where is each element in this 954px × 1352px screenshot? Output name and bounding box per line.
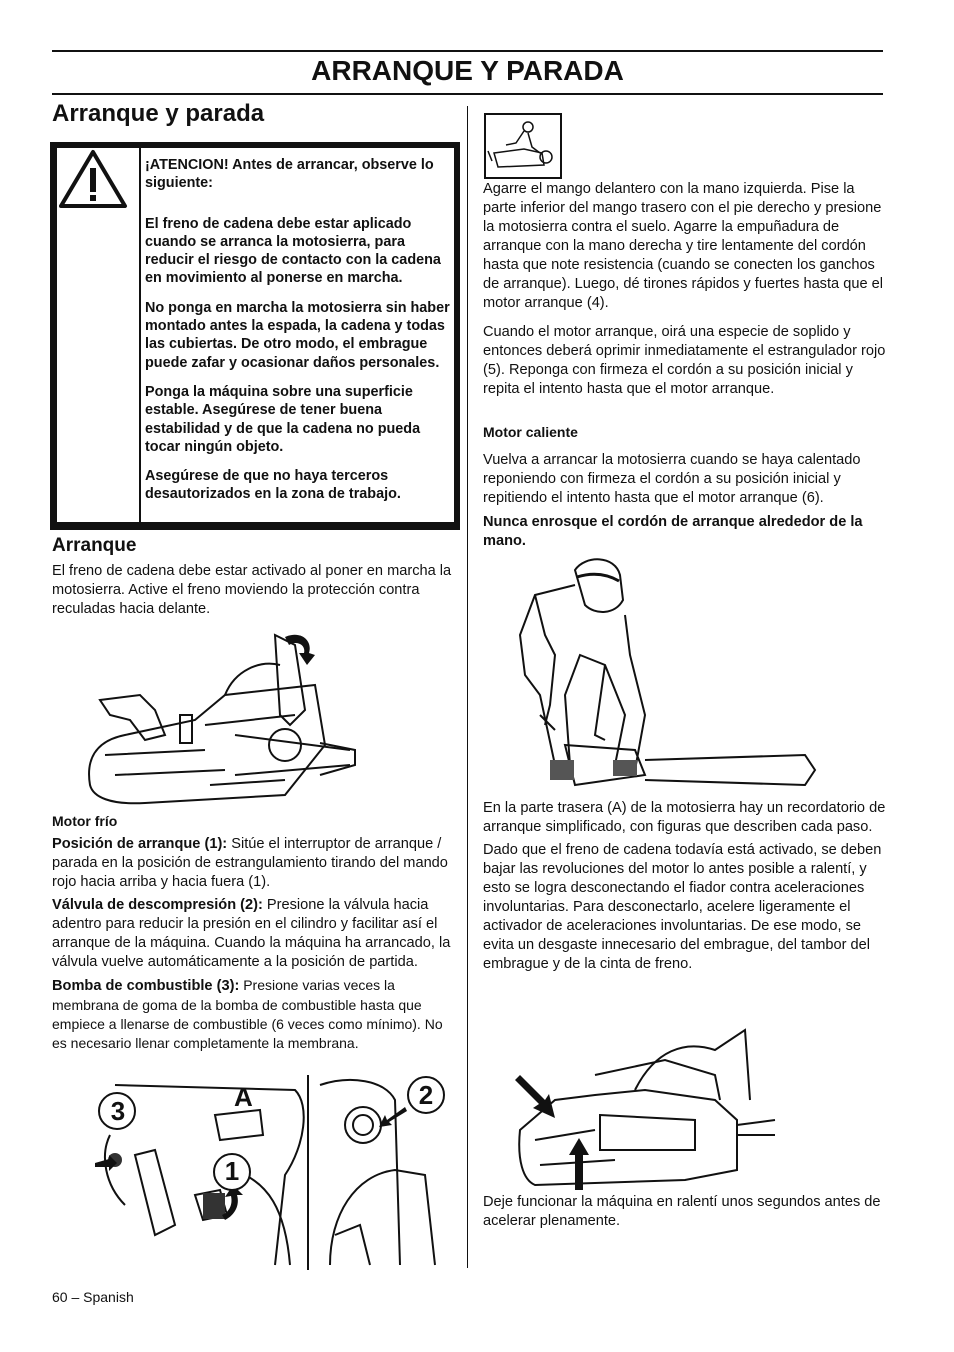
posicion-label: Posición de arranque (1):: [52, 836, 228, 852]
right-paragraph: Vuelva a arrancar la motosierra cuando se haya calentado reponiendo con firmeza el cordón a su posición inicial y repitiendo el intento hasta que el motor arranque (6).: [483, 452, 861, 506]
left-instructions: [52, 835, 457, 1057]
right-paragraph: Dado que el freno de cadena todavía está activado, se deben bajar las revoluciones del motor lo antes posible a ralentí, y esto se logra desconectando el fiador contra aceleraciones involuntarias. Para desconectarlo, acelere ligeramente el activador de aceleraciones involuntarias. De ese modo, se evita un desgaste innecesario del embrague, del tambor del embrague y de la cinta de freno.: [483, 842, 882, 972]
warning-box: [50, 142, 460, 530]
arranque-text: El freno de cadena debe estar activado al poner en marcha la motosierra. Active el freno moviendo la protección contra reculadas hacia delante.: [52, 563, 452, 617]
posicion-paragraph: [52, 835, 457, 892]
section-title: Arranque y parada: [52, 100, 265, 127]
right-warning-paragraph: Nunca enrosque el cordón de arranque alrededor de la mano.: [483, 514, 863, 549]
motor-frio-heading: Motor frío: [52, 813, 118, 829]
header-bottom-rule: [52, 93, 883, 95]
right-paragraph: Cuando el motor arranque, oirá una especie de soplido y entonces deberá oprimir inmediatamente el estrangulador rojo (5). Reponga con firmeza el cordón a su posición inicial y repita el intento hasta que el motor arranque.: [483, 324, 886, 397]
page-footer: 60 – Spanish: [52, 1289, 134, 1305]
warning-paragraph: No ponga en marcha la motosierra sin haber montado antes la espada, la cadena y todas las cubiertas. De otro modo, el embrague puede zafar y ocasionar daños personales.: [145, 299, 450, 371]
throttle-lock-figure: [515, 1020, 777, 1190]
warning-paragraph: Asegúrese de que no haya terceros desautorizados en la zona de trabajo.: [145, 468, 401, 503]
right-paragraph: Deje funcionar la máquina en ralentí unos segundos antes de acelerar plenamente.: [483, 1194, 881, 1229]
bomba-label: Bomba de combustible (3):: [52, 978, 240, 994]
arranque-heading: Arranque: [52, 535, 137, 556]
right-text-bottom: [483, 799, 886, 978]
figure-label-3: 3: [110, 1096, 126, 1126]
motor-caliente-heading: Motor caliente: [483, 424, 578, 440]
figure-label-2: 2: [418, 1080, 434, 1110]
valvula-text: Presione la válvula hacia adentro para reducir la presión en el cilindro y facilitar así el arranque de la máquina. Cuando la máquina ha arrancado, la válvula vuelve automáticamente a la posición de partida.: [52, 897, 451, 970]
chainsaw-brake-figure: [85, 625, 360, 810]
right-paragraph: Agarre el mango delantero con la mano izquierda. Pise la parte inferior del mango trasero con el pie derecho y presione la motosierra contra el suelo. Agarre la empuñadura de arranque con la mano derecha y tire lentamente del cordón hasta que note resistencia (cuando se conecten los ganchos de arranque). Luego, dé tirones rápidos y fuertes hasta que el motor arranque (4).: [483, 181, 883, 311]
controls-figure: [95, 1075, 450, 1270]
warning-triangle-icon: [57, 148, 141, 522]
page-header-title: ARRANQUE Y PARADA: [311, 55, 624, 86]
warning-paragraph: El freno de cadena debe estar aplicado cuando se arranca la motosierra, para reducir el riesgo de contacto con la cadena en movimiento al ponerse en marcha.: [145, 215, 441, 287]
start-position-pictogram: [484, 113, 562, 179]
header-top-rule: [52, 50, 883, 52]
arrow-icon: [285, 635, 315, 665]
posicion-text: Sitúe el interruptor de arranque / parada en la posición de estrangulamiento tirando del mando rojo hacia arriba y hacia fuera (1).: [52, 836, 448, 890]
warning-paragraph: Ponga la máquina sobre una superficie estable. Asegúrese de tener buena estabilidad y de que la cadena no pueda tocar ningún objeto.: [145, 383, 421, 455]
arrow-icon: [515, 1075, 555, 1118]
figure-label-1: 1: [224, 1156, 240, 1186]
valvula-paragraph: [52, 896, 457, 972]
valvula-label: Válvula de descompresión (2):: [52, 897, 263, 913]
bomba-paragraph: [52, 976, 457, 1053]
right-paragraph: En la parte trasera (A) de la motosierra hay un recordatorio de arranque simplificado, con figuras que describen cada paso.: [483, 800, 886, 835]
column-divider: [467, 106, 468, 1268]
bomba-text: Presione varias veces la membrana de goma de la bomba de combustible hasta que empiece a llenarse de combustible (6 veces como mínimo). No es necesario llenar completamente la membrana.: [52, 977, 443, 1051]
warning-text: [145, 156, 451, 515]
person-starting-chainsaw-figure: [515, 555, 825, 795]
warning-heading: ¡ATENCION! Antes de arrancar, observe lo siguiente:: [145, 157, 434, 192]
figure-label-a: A: [234, 1082, 253, 1112]
right-text-top: [483, 180, 886, 403]
arrow-icon: [379, 1107, 407, 1127]
arrow-icon: [569, 1138, 589, 1190]
